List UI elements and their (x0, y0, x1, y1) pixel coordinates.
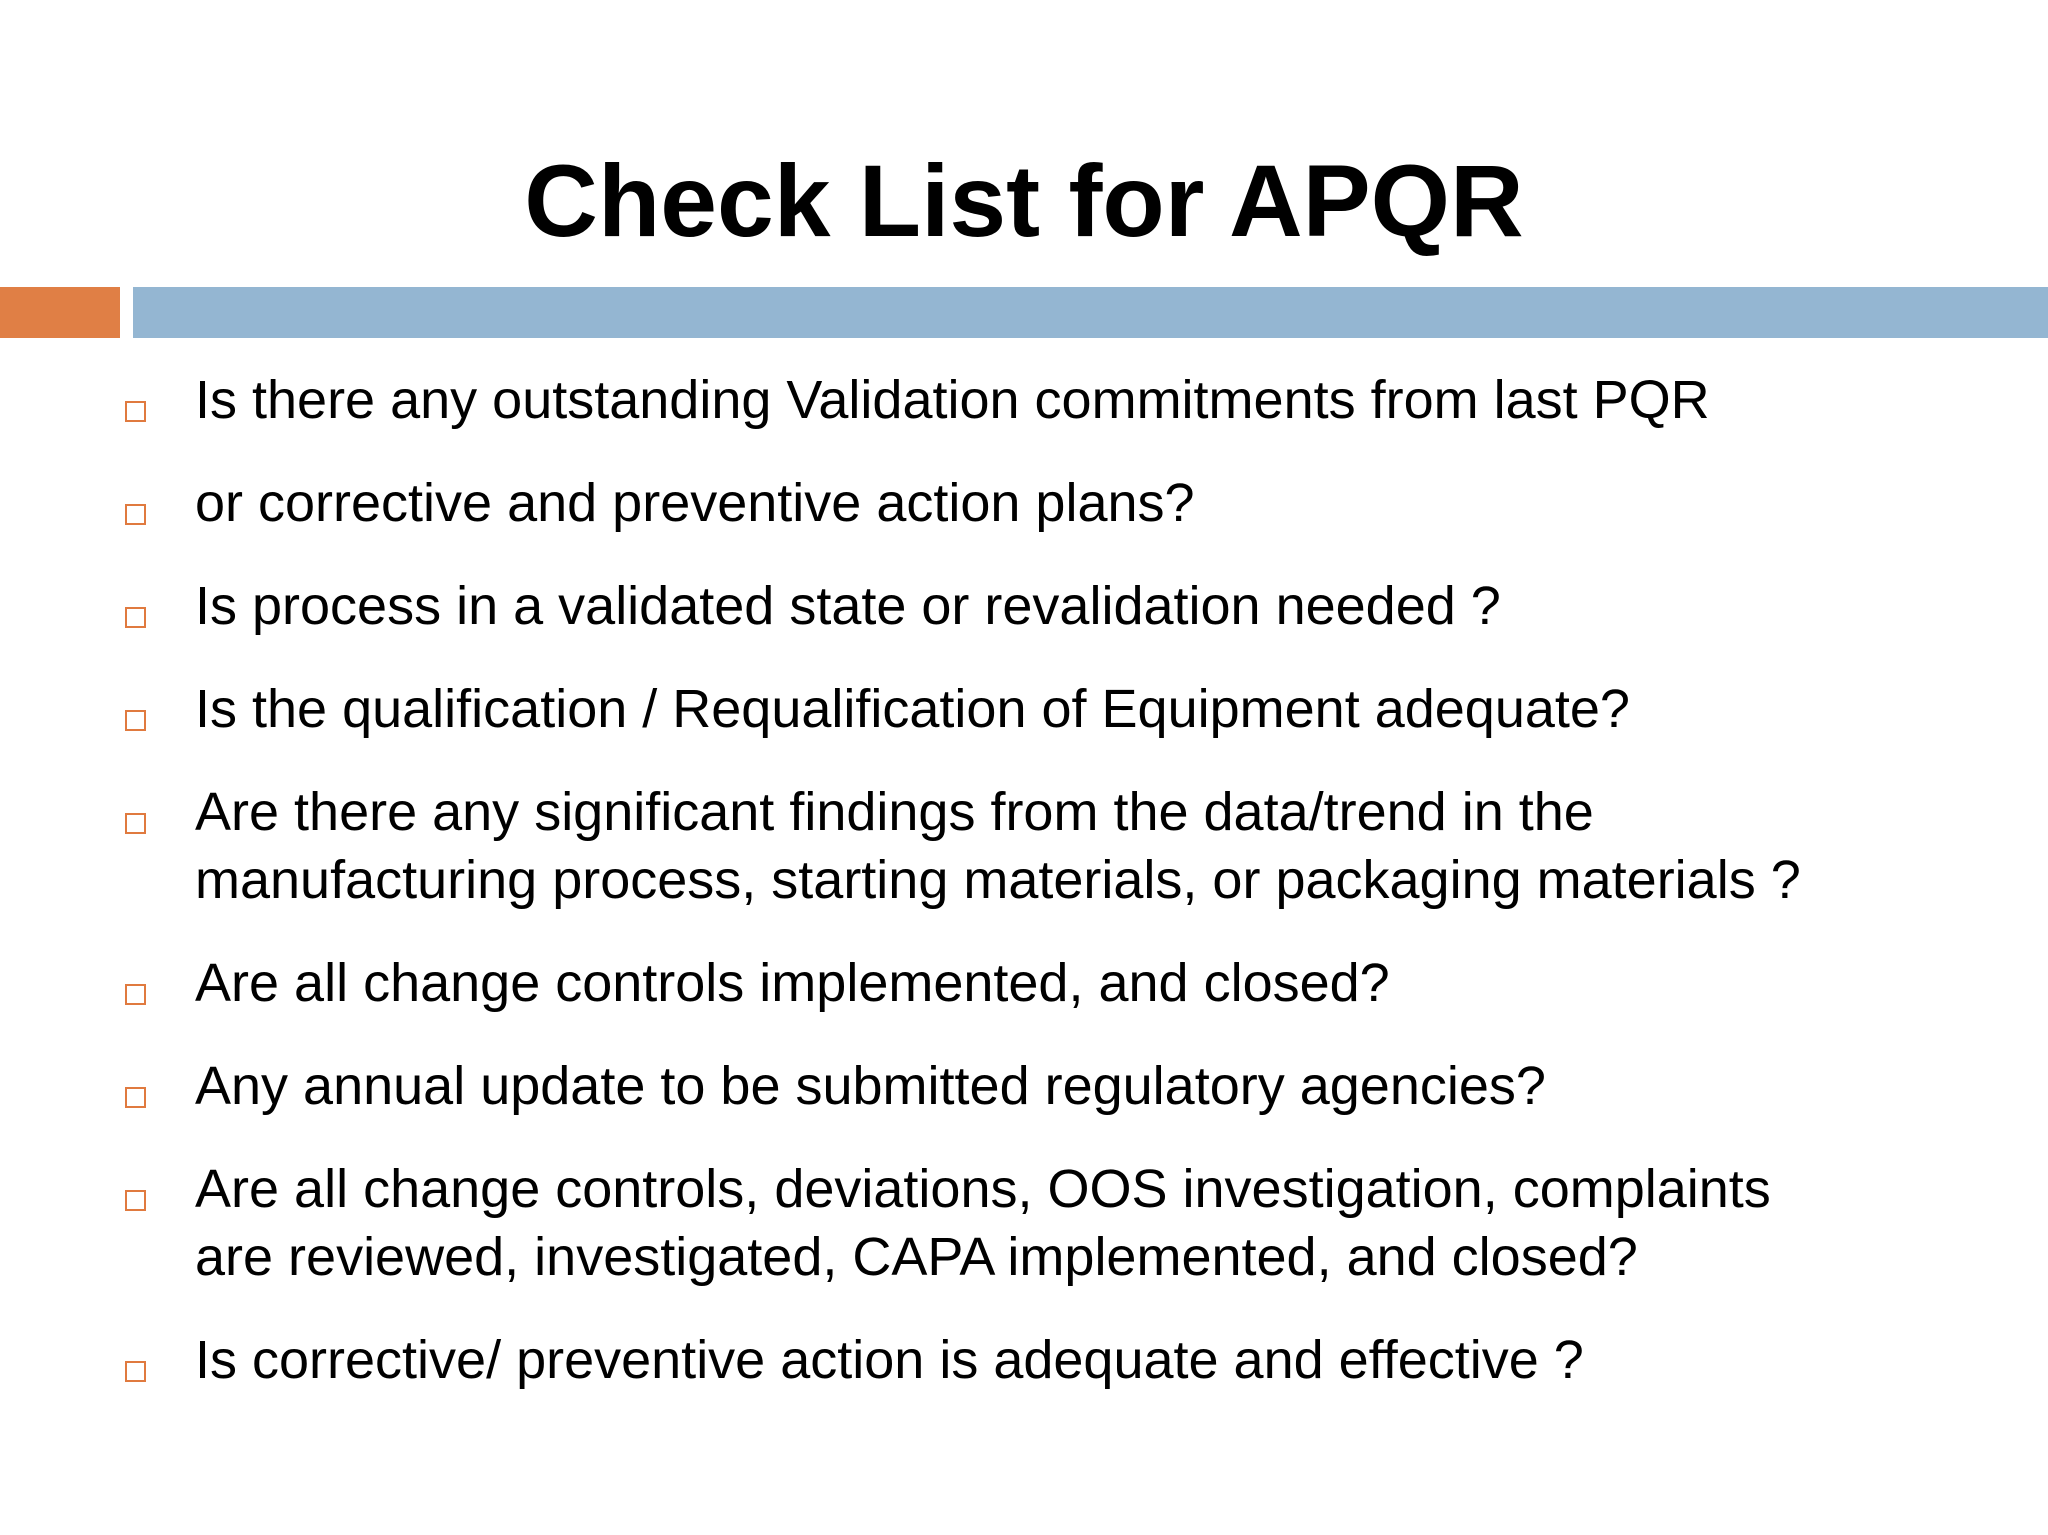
list-item-line: Are there any significant findings from the data/trend in the (195, 782, 1594, 842)
list-item-text (195, 469, 2015, 537)
list-item-text (195, 1052, 2015, 1120)
list-item-line: Any annual update to be submitted regulatory agencies? (195, 1056, 1546, 1116)
list-item-line: Is the qualification / Requalification of Equipment adequate? (195, 679, 1630, 739)
hollow-square-icon (125, 813, 146, 834)
hollow-square-icon (125, 401, 146, 422)
list-item-text (195, 675, 2015, 743)
hollow-square-icon (125, 1190, 146, 1211)
list-item-text (195, 1155, 2015, 1291)
list-item-line: Are all change controls, deviations, OOS investigation, complaints (195, 1159, 1771, 1219)
list-item-text (195, 778, 2015, 914)
list-item-line: or corrective and preventive action plans? (195, 473, 1195, 533)
list-item-line: Is corrective/ preventive action is adequate and effective ? (195, 1330, 1584, 1390)
list-item-text (195, 572, 2015, 640)
list-item-text (195, 1326, 2015, 1394)
slide-title: Check List for APQR (524, 144, 1524, 258)
list-item-text (195, 949, 2015, 1017)
hollow-square-icon (125, 607, 146, 628)
list-item-text (195, 366, 2015, 434)
list-item-line: manufacturing process, starting materials, or packaging materials ? (195, 850, 1801, 910)
list-item-line: Are all change controls implemented, and closed? (195, 953, 1390, 1013)
list-item-line: Is process in a validated state or revalidation needed ? (195, 576, 1501, 636)
list-item-line: are reviewed, investigated, CAPA implemented, and closed? (195, 1227, 1638, 1287)
list-item-line: Is there any outstanding Validation commitments from last PQR (195, 370, 1710, 430)
hollow-square-icon (125, 1361, 146, 1382)
hollow-square-icon (125, 710, 146, 731)
hollow-square-icon (125, 1087, 146, 1108)
hollow-square-icon (125, 984, 146, 1005)
hollow-square-icon (125, 504, 146, 525)
